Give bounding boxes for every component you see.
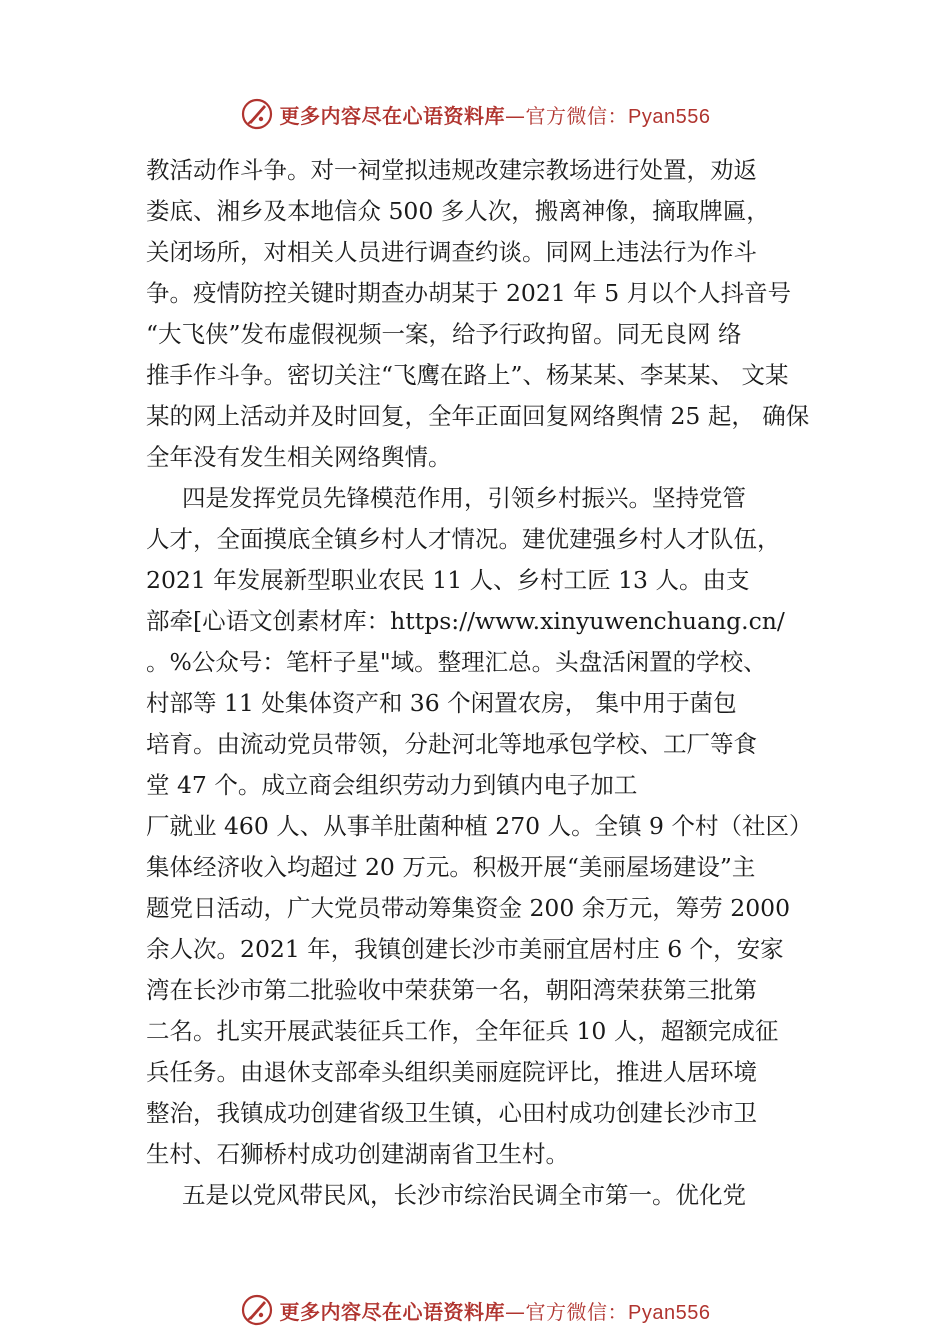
footer-dash: —: [505, 1299, 526, 1324]
footer-banner: [0, 1290, 950, 1330]
banner-dash: —: [505, 103, 526, 128]
text-line: 关闭场所，对相关人员进行调查约谈。同网上违法行为作斗: [146, 238, 757, 266]
text-line: 推手作斗争。密切关注“飞鹰在路上”、杨某某、李某某、 文某: [146, 361, 789, 389]
banner-brand: 更多内容尽在心语资料库: [279, 103, 506, 128]
text-line: 娄底、湘乡及本地信众 500 多人次，搬离神像，摘取牌匾，: [146, 197, 770, 225]
text-line: 培育。由流动党员带领，分赴河北等地承包学校、工厂等食: [146, 730, 757, 758]
quill-logo-icon: [240, 97, 274, 131]
text-line: 生村、石狮桥村成功创建湖南省卫生村。: [146, 1140, 569, 1168]
text-line: 人才，全面摸底全镇乡村人才情况。建优建强乡村人才队伍，: [146, 525, 781, 553]
text-line: 兵任务。由退休支部牵头组织美丽庭院评比，推进人居环境: [146, 1058, 757, 1086]
text-line: 湾在长沙市第二批验收中荣获第一名，朝阳湾荣获第三批第: [146, 976, 757, 1004]
text-line: 题党日活动，广大党员带动筹集资金 200 余万元，筹劳 2000: [146, 894, 791, 922]
text-line: 余人次。2021 年，我镇创建长沙市美丽宜居村庄 6 个，安家: [146, 935, 784, 963]
text-line: “大飞侠”发布虚假视频一案，给予行政拘留。同无良网 络: [146, 320, 742, 348]
header-banner: [0, 94, 950, 134]
text-line: 堂 47 个。成立商会组织劳动力到镇内电子加工: [146, 771, 638, 799]
paragraph-start-line: 四是发挥党员先锋模范作用，引领乡村振兴。坚持党管: [182, 484, 746, 512]
quill-logo-icon: [240, 1293, 274, 1327]
footer-official: 官方微信：: [525, 1299, 629, 1324]
banner-wechat-id: Pyan556: [628, 105, 711, 128]
text-line: 厂就业 460 人、从事羊肚菌种植 270 人。全镇 9 个村（社区）: [146, 812, 813, 840]
document-body: [146, 150, 836, 1216]
text-line: 二名。扎实开展武装征兵工作，全年征兵 10 人，超额完成征: [146, 1017, 779, 1045]
footer-brand: 更多内容尽在心语资料库: [279, 1299, 506, 1324]
text-line: 全年没有发生相关网络舆情。: [146, 443, 452, 471]
banner-official: 官方微信：: [525, 103, 629, 128]
text-line: 某的网上活动并及时回复，全年正面回复网络舆情 25 起， 确保: [146, 402, 810, 430]
text-line: 教活动作斗争。对一祠堂拟违规改建宗教场进行处置，劝返: [146, 156, 757, 184]
footer-wechat-id: Pyan556: [628, 1301, 711, 1324]
text-line: 村部等 11 处集体资产和 36 个闲置农房， 集中用于菌包: [146, 689, 737, 717]
text-line: 争。疫情防控关键时期查办胡某于 2021 年 5 月以个人抖音号: [146, 279, 792, 307]
text-line: 集体经济收入均超过 20 万元。积极开展“美丽屋场建设”主: [146, 853, 756, 881]
text-line: 2021 年发展新型职业农民 11 人、乡村工匠 13 人。由支: [146, 566, 750, 594]
paragraph-start-line: 五是以党风带民风，长沙市综治民调全市第一。优化党: [182, 1181, 746, 1209]
text-line-with-url: 部牵[心语文创素材库：https://www.xinyuwenchuang.cn/: [146, 607, 785, 635]
footer-text: [280, 1296, 711, 1325]
text-line: 。%公众号：笔杆子星"域。整理汇总。头盘活闲置的学校、: [146, 648, 767, 676]
banner-text: [280, 100, 711, 129]
text-line: 整治，我镇成功创建省级卫生镇，心田村成功创建长沙市卫: [146, 1099, 757, 1127]
